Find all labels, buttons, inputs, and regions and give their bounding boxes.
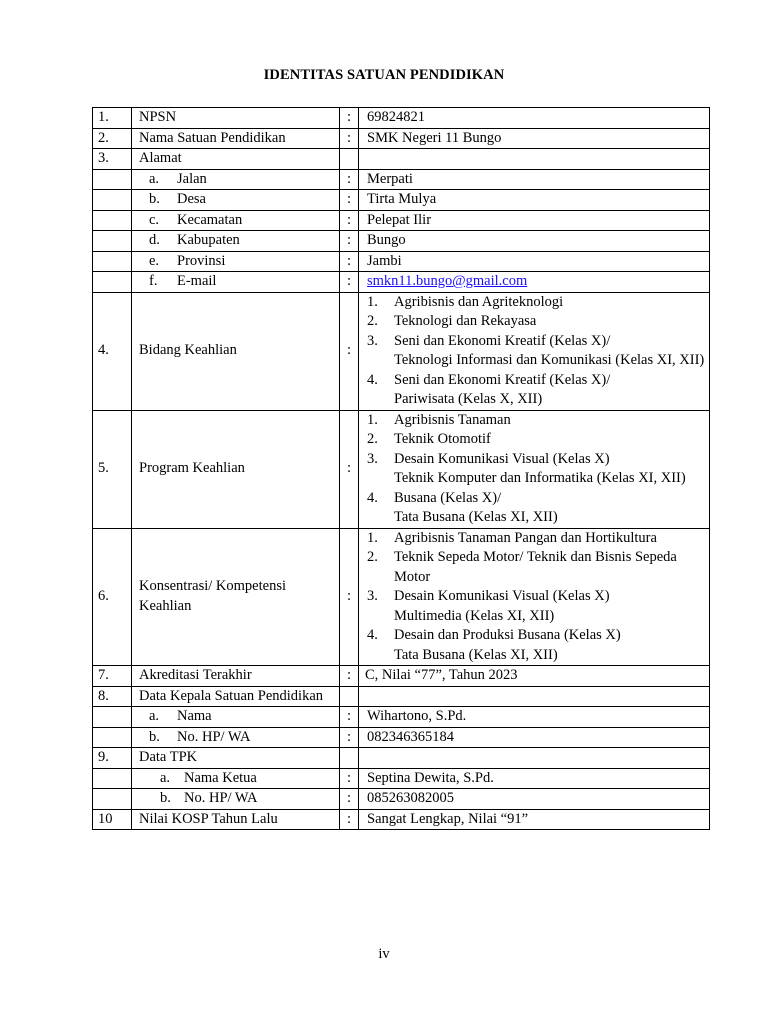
- list-text: Seni dan Ekonomi Kreatif (Kelas X)/: [394, 332, 611, 349]
- row-label: [132, 768, 340, 789]
- table-row: [93, 149, 710, 170]
- row-label: NPSN: [132, 108, 340, 129]
- row-value: [359, 149, 710, 170]
- row-label: [132, 169, 340, 190]
- list-text: Agribisnis Tanaman Pangan dan Hortikultura: [394, 529, 657, 546]
- list-number: 1.: [367, 293, 378, 310]
- row-number: [93, 190, 132, 211]
- row-number: [93, 169, 132, 190]
- row-label: [132, 190, 340, 211]
- sub-letter: c.: [149, 211, 160, 228]
- colon: :: [340, 410, 359, 528]
- row-value: [359, 292, 710, 410]
- table-row: [93, 190, 710, 211]
- row-number: 1.: [93, 108, 132, 129]
- sub-letter: b.: [149, 191, 160, 207]
- row-value: Tirta Mulya: [359, 190, 710, 211]
- list-item: [367, 626, 709, 665]
- colon: :: [340, 789, 359, 810]
- row-number: 3.: [93, 149, 132, 170]
- colon-empty: [340, 748, 359, 769]
- row-label: [132, 231, 340, 252]
- page-number: iv: [378, 946, 390, 962]
- sub-letter: b.: [149, 728, 160, 745]
- email-link[interactable]: smkn11.bungo@gmail.com: [367, 273, 528, 289]
- sub-letter: d.: [149, 232, 160, 248]
- table-row: [93, 686, 710, 707]
- row-value: C, Nilai “77”, Tahun 2023: [359, 666, 710, 687]
- sub-label: Provinsi: [177, 252, 226, 269]
- list-item: [367, 312, 709, 332]
- row-label: Konsentrasi/ Kompetensi Keahlian: [132, 528, 340, 666]
- table-row: [93, 231, 710, 252]
- list-text: Desain Komunikasi Visual (Kelas X): [394, 588, 610, 604]
- row-number: 5.: [93, 410, 132, 528]
- row-number: [93, 789, 132, 810]
- colon: :: [340, 231, 359, 252]
- sub-letter: a.: [149, 708, 160, 724]
- row-value: [359, 410, 710, 528]
- list-text: Teknik Komputer dan Informatika (Kelas XI, XII): [394, 470, 686, 486]
- row-label: [132, 727, 340, 748]
- table-row: [93, 768, 710, 789]
- list-number: 3.: [367, 332, 378, 349]
- colon: :: [340, 809, 359, 830]
- list-text: Busana (Kelas X)/: [394, 489, 502, 506]
- numbered-list: [367, 411, 709, 528]
- list-text: Agribisnis dan Agriteknologi: [394, 293, 564, 310]
- row-label: Nama Satuan Pendidikan: [132, 128, 340, 149]
- list-text: Teknik Sepeda Motor/ Teknik dan Bisnis Sepeda Motor: [394, 549, 677, 585]
- sub-letter: b.: [160, 790, 171, 806]
- list-number: 4.: [367, 489, 378, 506]
- colon: :: [340, 528, 359, 666]
- row-value: Jambi: [359, 251, 710, 272]
- row-number: [93, 231, 132, 252]
- list-text: Desain dan Produksi Busana (Kelas X): [394, 627, 621, 643]
- list-text: Teknologi dan Rekayasa: [394, 313, 537, 329]
- sub-label: Desa: [177, 191, 206, 207]
- colon: :: [340, 272, 359, 293]
- row-value: SMK Negeri 11 Bungo: [359, 128, 710, 149]
- row-number: 6.: [93, 528, 132, 666]
- table-row: [93, 789, 710, 810]
- row-label: [132, 707, 340, 728]
- row-value: Bungo: [359, 231, 710, 252]
- list-item: [367, 489, 709, 528]
- row-number: [93, 707, 132, 728]
- list-text: Seni dan Ekonomi Kreatif (Kelas X)/: [394, 371, 611, 388]
- table-row: [93, 292, 710, 410]
- row-number: [93, 210, 132, 231]
- table-row: [93, 210, 710, 231]
- colon: :: [340, 108, 359, 129]
- row-label: Akreditasi Terakhir: [132, 666, 340, 687]
- list-item: [367, 548, 709, 587]
- row-value: 69824821: [359, 108, 710, 129]
- row-label: Nilai KOSP Tahun Lalu: [132, 809, 340, 830]
- colon-empty: [340, 149, 359, 170]
- sub-letter: a.: [149, 170, 160, 187]
- sub-letter: f.: [149, 273, 158, 289]
- list-item: [367, 430, 709, 450]
- table-row: [93, 128, 710, 149]
- row-label: Alamat: [132, 149, 340, 170]
- list-item: [367, 411, 709, 431]
- row-value: [359, 528, 710, 666]
- sub-label: Nama: [177, 708, 212, 724]
- row-number: 7.: [93, 666, 132, 687]
- sub-label: Nama Ketua: [184, 769, 257, 786]
- list-number: 2.: [367, 431, 378, 447]
- list-item: [367, 587, 709, 626]
- list-text: Teknik Otomotif: [394, 431, 491, 447]
- list-item: [367, 293, 709, 313]
- list-text: Pariwisata (Kelas X, XII): [394, 391, 543, 407]
- list-item: [367, 371, 709, 410]
- row-number: [93, 768, 132, 789]
- table-row: [93, 410, 710, 528]
- list-text: Tata Busana (Kelas XI, XII): [394, 509, 558, 525]
- row-value: Sangat Lengkap, Nilai “91”: [359, 809, 710, 830]
- page-title: IDENTITAS SATUAN PENDIDIKAN: [263, 67, 505, 83]
- sub-label: No. HP/ WA: [184, 790, 258, 806]
- sub-letter: e.: [149, 252, 160, 269]
- table-row: [93, 707, 710, 728]
- colon: :: [340, 169, 359, 190]
- row-label: [132, 272, 340, 293]
- list-number: 3.: [367, 450, 378, 467]
- list-number: 3.: [367, 588, 378, 604]
- row-number: [93, 727, 132, 748]
- colon: :: [340, 707, 359, 728]
- row-label: Program Keahlian: [132, 410, 340, 528]
- list-number: 4.: [367, 371, 378, 388]
- table-row: [93, 251, 710, 272]
- row-label: Bidang Keahlian: [132, 292, 340, 410]
- numbered-list: [367, 529, 709, 666]
- row-value: [359, 748, 710, 769]
- table-row: [93, 727, 710, 748]
- row-label: [132, 210, 340, 231]
- identity-table: [92, 107, 710, 830]
- row-value: Merpati: [359, 169, 710, 190]
- list-number: 1.: [367, 411, 378, 428]
- row-value: [359, 686, 710, 707]
- table-row: [93, 108, 710, 129]
- table-row: [93, 169, 710, 190]
- row-value: Wihartono, S.Pd.: [359, 707, 710, 728]
- sub-label: E-mail: [177, 273, 217, 289]
- row-number: 8.: [93, 686, 132, 707]
- colon: :: [340, 190, 359, 211]
- list-number: 2.: [367, 313, 378, 329]
- row-value: Septina Dewita, S.Pd.: [359, 768, 710, 789]
- row-label: Data Kepala Satuan Pendidikan: [132, 686, 340, 707]
- colon: :: [340, 768, 359, 789]
- colon-empty: [340, 686, 359, 707]
- colon: :: [340, 128, 359, 149]
- list-number: 4.: [367, 627, 378, 643]
- numbered-list: [367, 293, 709, 410]
- sub-label: Kabupaten: [177, 232, 240, 248]
- sub-letter: a.: [160, 769, 171, 786]
- row-number: [93, 272, 132, 293]
- list-text: Tata Busana (Kelas XI, XII): [394, 646, 558, 663]
- row-label: Data TPK: [132, 748, 340, 769]
- row-value: Pelepat Ilir: [359, 210, 710, 231]
- row-label: [132, 789, 340, 810]
- list-text: Teknologi Informasi dan Komunikasi (Kelas XI, XII): [394, 352, 705, 368]
- sub-label: Kecamatan: [177, 211, 243, 228]
- list-item: [367, 450, 709, 489]
- sub-label: No. HP/ WA: [177, 728, 251, 745]
- table-row: [93, 528, 710, 666]
- list-item: [367, 332, 709, 371]
- row-number: 10: [93, 809, 132, 830]
- sub-label: Jalan: [177, 170, 207, 187]
- table-row: [93, 272, 710, 293]
- list-text: Agribisnis Tanaman: [394, 411, 511, 428]
- row-value: 082346365184: [359, 727, 710, 748]
- table-row: [93, 748, 710, 769]
- colon: :: [340, 251, 359, 272]
- row-number: 9.: [93, 748, 132, 769]
- row-value: 085263082005: [359, 789, 710, 810]
- table-row: [93, 666, 710, 687]
- colon: :: [340, 727, 359, 748]
- row-number: 4.: [93, 292, 132, 410]
- colon: :: [340, 210, 359, 231]
- colon: :: [340, 292, 359, 410]
- list-item: [367, 529, 709, 549]
- row-value: [359, 272, 710, 293]
- row-label: [132, 251, 340, 272]
- colon: :: [340, 666, 359, 687]
- list-text: Desain Komunikasi Visual (Kelas X): [394, 450, 610, 467]
- list-number: 2.: [367, 549, 378, 565]
- table-row: [93, 809, 710, 830]
- row-number: [93, 251, 132, 272]
- list-number: 1.: [367, 529, 378, 546]
- row-number: 2.: [93, 128, 132, 149]
- list-text: Multimedia (Kelas XI, XII): [394, 607, 555, 624]
